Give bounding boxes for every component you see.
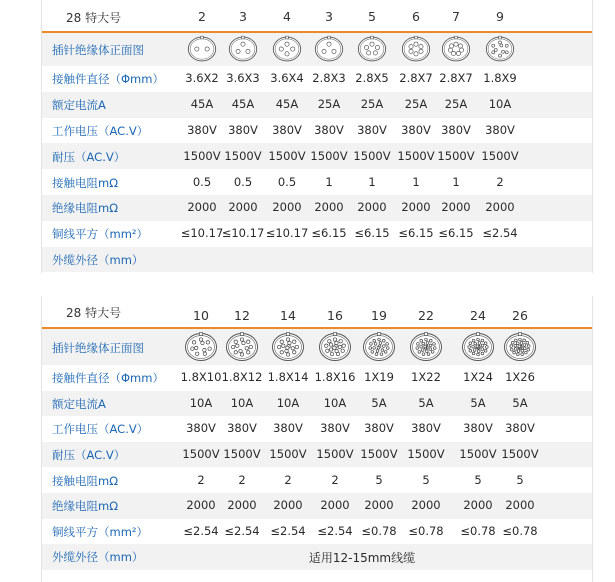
spec-value: 0.5: [192, 174, 212, 189]
spec-value: 380V: [401, 122, 431, 137]
row-label: 工作电压（AC.V）: [52, 123, 149, 138]
spec-value: 1500V: [269, 447, 307, 462]
spec-value: 380V: [187, 122, 217, 137]
spec-value: 1X26: [505, 370, 535, 385]
spec-value: 2: [238, 472, 246, 487]
spec-value: ≤2.54: [317, 523, 353, 538]
socket-24pin-icon: [461, 332, 495, 366]
spec-value: 2000: [186, 498, 216, 513]
spec-value: ≤2.54: [224, 523, 260, 538]
spec-value: 380V: [186, 421, 216, 436]
spec-value: 2000: [314, 200, 344, 215]
spec-value: 380V: [485, 122, 515, 137]
spec-table-2: [41, 296, 593, 582]
spec-value: ≤10.17: [265, 226, 309, 241]
spec-value: 1500V: [459, 447, 497, 462]
spec-value: 1500V: [223, 447, 261, 462]
spec-value: 380V: [505, 421, 535, 436]
spec-value: 2000: [273, 498, 303, 513]
cable-note: 适用12-15mm线缆: [308, 551, 416, 566]
socket-22pin-icon: [409, 332, 443, 366]
spec-value: 45A: [190, 97, 214, 112]
spec-value: 1500V: [316, 447, 354, 462]
spec-value: 1: [325, 174, 333, 189]
spec-value: 2: [331, 472, 339, 487]
spec-value: 1500V: [501, 447, 539, 462]
spec-row: [42, 467, 592, 493]
spec-value: 1: [368, 174, 376, 189]
spec-value: ≤2.54: [183, 523, 219, 538]
spec-value: ≤2.54: [270, 523, 306, 538]
row-label: 额定电流A: [52, 98, 106, 113]
pin-count-header: 12: [234, 308, 250, 323]
spec-value: 2000: [187, 200, 217, 215]
spec-value: 1: [412, 174, 420, 189]
socket-3pin-icon: [314, 35, 344, 67]
spec-value: 2000: [357, 200, 387, 215]
row-label: 外缆外径（mm）: [52, 252, 144, 267]
spec-value: 2: [284, 472, 292, 487]
pin-count-header: 22: [418, 308, 434, 323]
spec-value: ≤0.78: [408, 523, 444, 538]
spec-value: 1500V: [182, 447, 220, 462]
table-header-row: [42, 302, 592, 322]
row-label: 插针绝缘体正面图: [52, 43, 144, 57]
socket-14pin-icon: [271, 332, 305, 366]
spec-value: 1500V: [310, 148, 348, 163]
spec-value: 1.8X10: [180, 370, 222, 385]
spec-value: 10A: [323, 395, 347, 410]
spec-row: [42, 33, 592, 66]
row-label: 接触件直径（Φmm）: [52, 371, 164, 386]
pin-count-header: 10: [193, 308, 209, 323]
socket-6pin-icon: [401, 35, 431, 67]
spec-value: 2.8X3: [312, 71, 346, 86]
socket-10pin-icon: [184, 332, 218, 366]
spec-row: [42, 442, 592, 468]
spec-value: 1.8X12: [221, 370, 263, 385]
spec-row: [42, 92, 592, 118]
spec-value: 10A: [488, 97, 512, 112]
spec-value: 2000: [505, 498, 535, 513]
row-label: 外缆外径（mm）: [52, 550, 144, 565]
socket-19pin-icon: [362, 332, 396, 366]
spec-value: 380V: [227, 421, 257, 436]
spec-value: 3.6X2: [185, 71, 219, 86]
spec-value: 1X22: [411, 370, 441, 385]
pin-count-header: 14: [280, 308, 296, 323]
spec-value: 10A: [189, 395, 213, 410]
spec-value: 1500V: [397, 148, 435, 163]
spec-value: 1500V: [360, 447, 398, 462]
spec-value: 380V: [441, 122, 471, 137]
spec-row: [42, 195, 592, 221]
spec-value: 25A: [404, 97, 428, 112]
spec-row: [42, 544, 592, 570]
spec-value: 2000: [227, 498, 257, 513]
spec-row: [42, 118, 592, 144]
spec-value: 2000: [364, 498, 394, 513]
spec-value: ≤2.54: [482, 226, 518, 241]
spec-value: 1500V: [353, 148, 391, 163]
spec-value: 1.8X16: [314, 370, 356, 385]
spec-value: 10A: [230, 395, 254, 410]
pin-count-header: 2: [198, 9, 206, 24]
pin-count-header: 9: [496, 9, 504, 24]
spec-value: 2000: [228, 200, 258, 215]
socket-4pin-icon: [272, 35, 302, 67]
row-label: 耐压（AC.V）: [52, 448, 126, 463]
spec-row: [42, 329, 592, 365]
spec-value: 380V: [314, 122, 344, 137]
spec-value: 1500V: [268, 148, 306, 163]
spec-value: 2000: [411, 498, 441, 513]
spec-value: 2: [496, 174, 504, 189]
spec-value: 1X19: [364, 370, 394, 385]
spec-value: 45A: [231, 97, 255, 112]
spec-value: 25A: [317, 97, 341, 112]
socket-16pin-icon: [318, 332, 352, 366]
spec-row: [42, 221, 592, 247]
spec-row: [42, 416, 592, 442]
spec-value: ≤6.15: [438, 226, 474, 241]
spec-value: 5: [474, 472, 482, 487]
spec-value: 2000: [401, 200, 431, 215]
pin-count-header: 3: [325, 9, 333, 24]
spec-table-1: [41, 0, 593, 273]
spec-value: 3.6X4: [270, 71, 304, 86]
table-header-row: [42, 7, 592, 27]
spec-value: 1X24: [463, 370, 493, 385]
pin-count-header: 4: [283, 9, 291, 24]
spec-value: 1500V: [481, 148, 519, 163]
spec-value: 0.5: [277, 174, 297, 189]
row-label: 绝缘电阻mΩ: [52, 201, 118, 216]
spec-value: 3.6X3: [226, 71, 260, 86]
spec-value: ≤6.15: [354, 226, 390, 241]
row-label: 额定电流A: [52, 396, 106, 411]
socket-7pin-icon: [441, 35, 471, 67]
spec-value: 1.8X9: [483, 71, 517, 86]
spec-value: 380V: [272, 122, 302, 137]
spec-value: ≤6.15: [398, 226, 434, 241]
pin-count-header: 16: [327, 308, 343, 323]
size-label: 28 特大号: [66, 11, 122, 25]
spec-value: 5A: [512, 395, 528, 410]
spec-value: ≤10.17: [221, 226, 265, 241]
spec-row: [42, 169, 592, 195]
pin-count-header: 7: [452, 9, 460, 24]
spec-value: 0.5: [233, 174, 253, 189]
spec-value: 380V: [364, 421, 394, 436]
row-label: 工作电压（AC.V）: [52, 422, 149, 437]
spec-value: ≤0.78: [460, 523, 496, 538]
row-label: 接触电阻mΩ: [52, 175, 118, 190]
spec-value: 380V: [357, 122, 387, 137]
spec-value: 2000: [485, 200, 515, 215]
row-label: 接触电阻mΩ: [52, 473, 118, 488]
spec-row: [42, 519, 592, 545]
spec-value: ≤0.78: [502, 523, 538, 538]
spec-value: 2.8X5: [355, 71, 389, 86]
spec-value: 2000: [463, 498, 493, 513]
spec-value: 380V: [411, 421, 441, 436]
row-label: 耐压（AC.V）: [52, 149, 126, 164]
socket-3pin-icon: [228, 35, 258, 67]
spec-value: 380V: [228, 122, 258, 137]
pin-count-header: 24: [470, 308, 486, 323]
spec-value: 2000: [441, 200, 471, 215]
row-label: 绝缘电阻mΩ: [52, 499, 118, 514]
spec-value: 5: [422, 472, 430, 487]
pin-count-header: 5: [368, 9, 376, 24]
row-label: 接触件直径（Φmm）: [52, 72, 164, 87]
socket-9pin-icon: [485, 35, 515, 67]
spec-value: 2.8X7: [439, 71, 473, 86]
spec-row: [42, 365, 592, 391]
spec-row: [42, 247, 592, 273]
spec-value: 5A: [470, 395, 486, 410]
spec-value: 1.8X14: [267, 370, 309, 385]
row-label: 插针绝缘体正面图: [52, 340, 144, 355]
spec-row: [42, 143, 592, 169]
spec-value: 380V: [273, 421, 303, 436]
spec-row: [42, 66, 592, 92]
spec-value: 25A: [360, 97, 384, 112]
spec-value: 380V: [320, 421, 350, 436]
spec-row: [42, 391, 592, 417]
spec-value: 25A: [444, 97, 468, 112]
spec-value: 380V: [463, 421, 493, 436]
spec-value: 2000: [320, 498, 350, 513]
spec-value: 45A: [275, 97, 299, 112]
spec-value: 1500V: [437, 148, 475, 163]
spec-value: 5: [375, 472, 383, 487]
spec-value: 2.8X7: [399, 71, 433, 86]
socket-5pin-icon: [357, 35, 387, 67]
pin-count-header: 6: [412, 9, 420, 24]
spec-value: ≤0.78: [361, 523, 397, 538]
spec-value: 5A: [418, 395, 434, 410]
spec-value: 2000: [272, 200, 302, 215]
socket-2pin-icon: [187, 35, 217, 67]
spec-value: 5: [516, 472, 524, 487]
spec-value: ≤6.15: [311, 226, 347, 241]
size-label: 28 特大号: [66, 306, 122, 320]
socket-26pin-icon: [503, 332, 537, 366]
pin-count-header: 26: [512, 308, 528, 323]
row-label: 铜线平方（mm²）: [52, 524, 149, 539]
spec-value: ≤10.17: [180, 226, 224, 241]
row-label: 铜线平方（mm²）: [52, 227, 149, 242]
socket-12pin-icon: [225, 332, 259, 366]
spec-value: 1500V: [183, 148, 221, 163]
spec-value: 10A: [276, 395, 300, 410]
spec-value: 5A: [371, 395, 387, 410]
spec-value: 1500V: [224, 148, 262, 163]
spec-value: 2: [197, 472, 205, 487]
spec-row: [42, 493, 592, 519]
pin-count-header: 19: [371, 308, 387, 323]
pin-count-header: 3: [239, 9, 247, 24]
spec-value: 1500V: [407, 447, 445, 462]
spec-value: 1: [452, 174, 460, 189]
